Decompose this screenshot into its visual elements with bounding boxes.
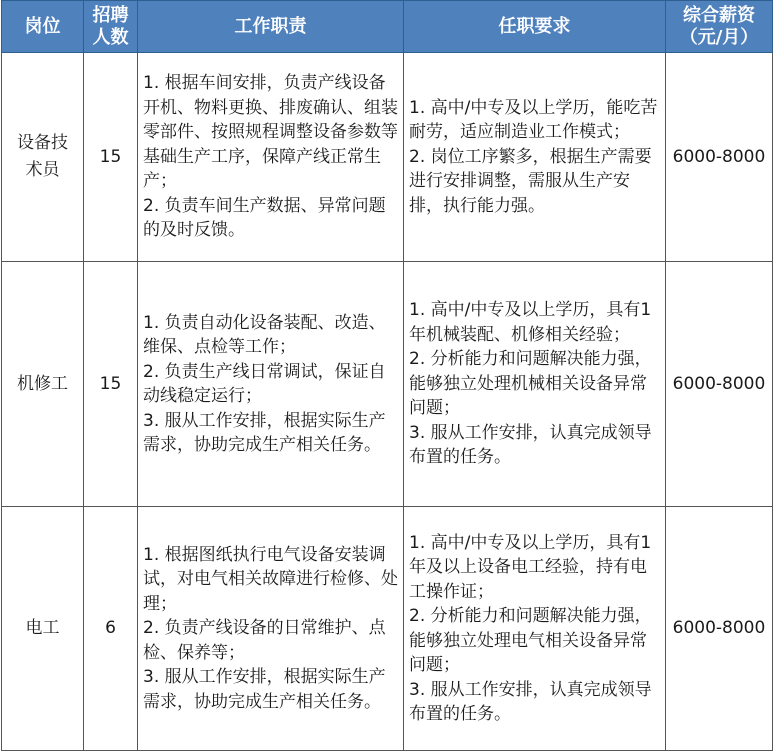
position-line: 电工 (25, 618, 60, 638)
header-headcount-line: 人数 (92, 26, 129, 48)
header-position: 岗位 (2, 1, 84, 53)
position-line: 设备技 (17, 133, 68, 153)
table-row (2, 507, 773, 751)
requirements-text: 1. 高中/中专及以上学历，具有1年及以上设备电工经验，持有电工操作证； 2. 分析能力和问题解决能力强，能够独立处理电气相关设备异常问题； 3. 服从工作安排，认真完成领导布置的任务。 (409, 532, 652, 724)
headcount-cell: 6 (84, 507, 138, 751)
duties-cell (138, 262, 404, 507)
position-cell (2, 507, 84, 751)
duties-text: 1. 负责自动化设备装配、改造、维保、点检等工作； 2. 负责生产线日常调试，保证自动线稳定运行； 3. 服从工作安排，根据实际生产需求，协助完成生产相关任务。 (143, 312, 386, 455)
salary-cell: 6000-8000 (666, 53, 773, 262)
header-row (2, 1, 773, 53)
position-cell (2, 53, 84, 262)
header-salary-line: （元/月） (679, 26, 759, 48)
salary-cell: 6000-8000 (666, 262, 773, 507)
position-cell (2, 262, 84, 507)
duties-cell (138, 507, 404, 751)
table-row (2, 262, 773, 507)
headcount-cell: 15 (84, 53, 138, 262)
requirements-cell (404, 507, 666, 751)
header-duties: 工作职责 (138, 1, 404, 53)
duties-text: 1. 根据图纸执行电气设备安装调试，对电气相关故障进行检修、处理； 2. 负责产线设备的日常维护、点检、保养等； 3. 服从工作安排，根据实际生产需求，协助完成生产相关任务。 (143, 544, 398, 712)
headcount-cell: 15 (84, 262, 138, 507)
salary-cell: 6000-8000 (666, 507, 773, 751)
header-salary (666, 1, 773, 53)
job-table (1, 0, 773, 751)
header-salary-line: 综合薪资 (683, 4, 755, 26)
position-line: 术员 (25, 160, 60, 180)
header-headcount (84, 1, 138, 53)
duties-text: 1. 根据车间安排，负责产线设备开机、物料更换、排废确认、组装零部件、按照规程调整设备参数等基础生产工序，保障产线正常生产； 2. 负责车间生产数据、异常问题的及时反馈。 (143, 73, 398, 241)
requirements-text: 1. 高中/中专及以上学历，能吃苦耐劳，适应制造业工作模式； 2. 岗位工序繁多，根据生产需要进行安排调整，需服从生产安排，执行能力强。 (409, 97, 658, 216)
header-requirements: 任职要求 (404, 1, 666, 53)
duties-cell (138, 53, 404, 262)
requirements-cell (404, 53, 666, 262)
requirements-cell (404, 262, 666, 507)
requirements-text: 1. 高中/中专及以上学历，具有1年机械装配、机修相关经验； 2. 分析能力和问题解决能力强，能够独立处理机械相关设备异常问题； 3. 服从工作安排，认真完成领导布置的任务。 (409, 300, 652, 468)
header-headcount-line: 招聘 (92, 4, 129, 26)
table-row (2, 53, 773, 262)
position-line: 机修工 (17, 373, 68, 394)
